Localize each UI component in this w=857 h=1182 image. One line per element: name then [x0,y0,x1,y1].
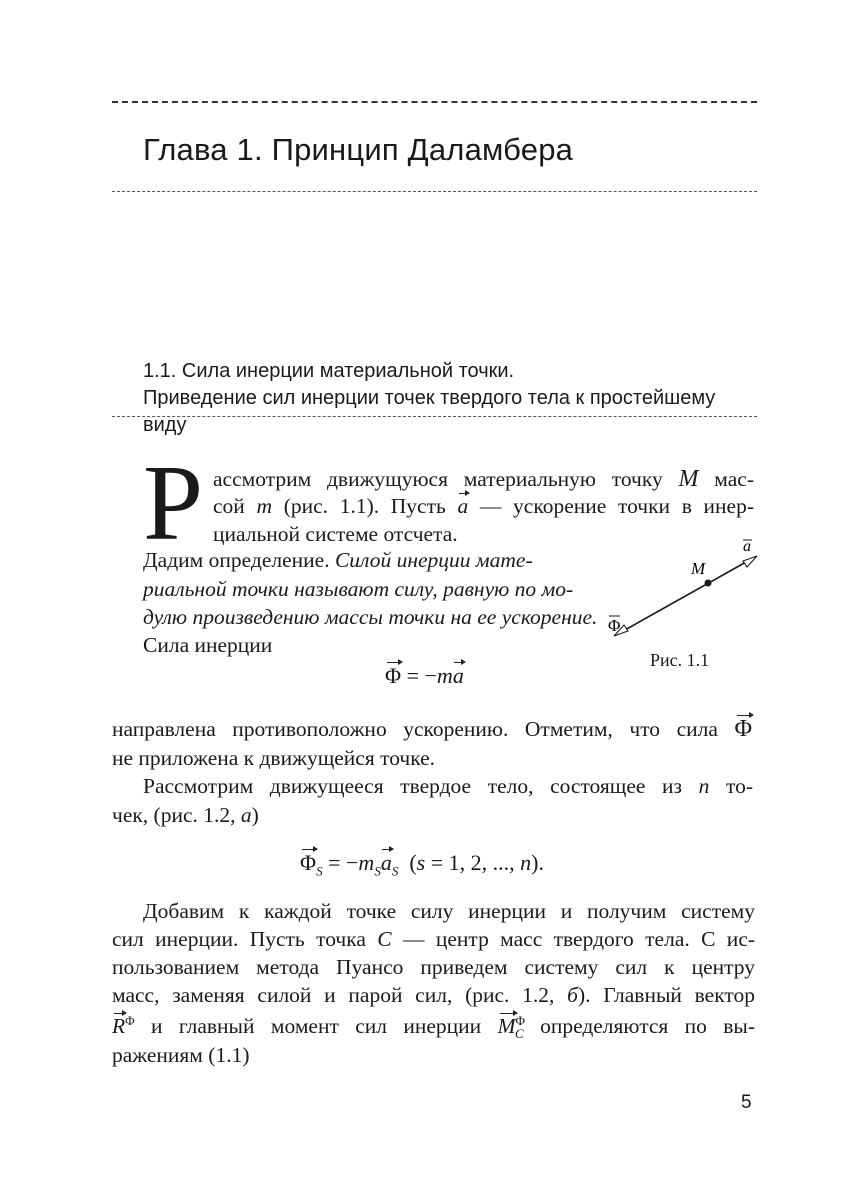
formula-inertia-force: Φ = −ma [385,663,464,688]
section-heading-line2: Приведение сил инерции точек твердого тела к простейшему виду [143,387,716,436]
figure-arrow-a [743,556,757,567]
para6-line4: масс, заменяя силой и парой сил, (рис. 1.2, б). Главный вектор [112,983,755,1007]
para2-line3: дулю произведению массы точки на ее ускорение. [143,605,598,629]
para1-line3: циальной системе отсчета. [213,522,458,546]
para5-line2: чек, (рис. 1.2, a) [112,803,259,827]
para6-line5: $R^\Phi$ и главный момент сил инерции $M^\Phi_C$ определяются по вы- [112,1013,756,1042]
para4-line1: направлена противоположно ускорению. Отметим, что сила Φ [112,716,753,742]
para1-line2: сой m (рис. 1.1). Пусть a — ускорение точки в инер- [213,494,755,518]
para2-line2: риальной точки называют силу, равную по мо- [143,577,574,601]
vector-a: a [457,494,469,518]
figure-point-m [705,580,712,587]
figure-1-1 [600,532,770,652]
figure-label-phi: Φ [608,616,621,635]
page-number: 5 [741,1092,752,1113]
para6-line3: пользованием метода Пуансо приведем систему сил к центру [112,955,755,979]
para6-line2: сил инерции. Пусть точка C — центр масс твердого тела. С ис- [112,927,756,951]
figure-label-a: a [743,538,751,555]
section-heading-line1: 1.1. Сила инерции материальной точки. [143,360,515,382]
para3-line1: Сила инерции [143,633,273,657]
drop-cap: Р [143,444,204,563]
para6-line1: Добавим к каждой точке силу инерции и получим систему [143,899,755,923]
figure-label-m: M [691,559,706,578]
figure-caption: Рис. 1.1 [650,650,710,670]
chapter-rule [112,191,757,192]
section-heading [143,358,763,439]
para1-line1: ассмотрим движущуюся материальную точку M мас- [213,466,754,492]
figure-force-line [616,557,755,635]
para2-line1: Дадим определение. Силой инерции мате- [143,548,533,572]
para4-line2: не приложена к движущейся точке. [112,746,436,770]
formula-inertia-system: $\Phi_S = -m_Sa_S$ (s = 1, 2, ..., n). [300,850,544,879]
top-rule [112,101,757,103]
para5-line1: Рассмотрим движущееся твердое тело, состоящее из n то- [143,774,753,798]
para6-line6: ражениям (1.1) [112,1043,250,1067]
chapter-title: Глава 1. Принцип Даламбера [143,132,574,167]
